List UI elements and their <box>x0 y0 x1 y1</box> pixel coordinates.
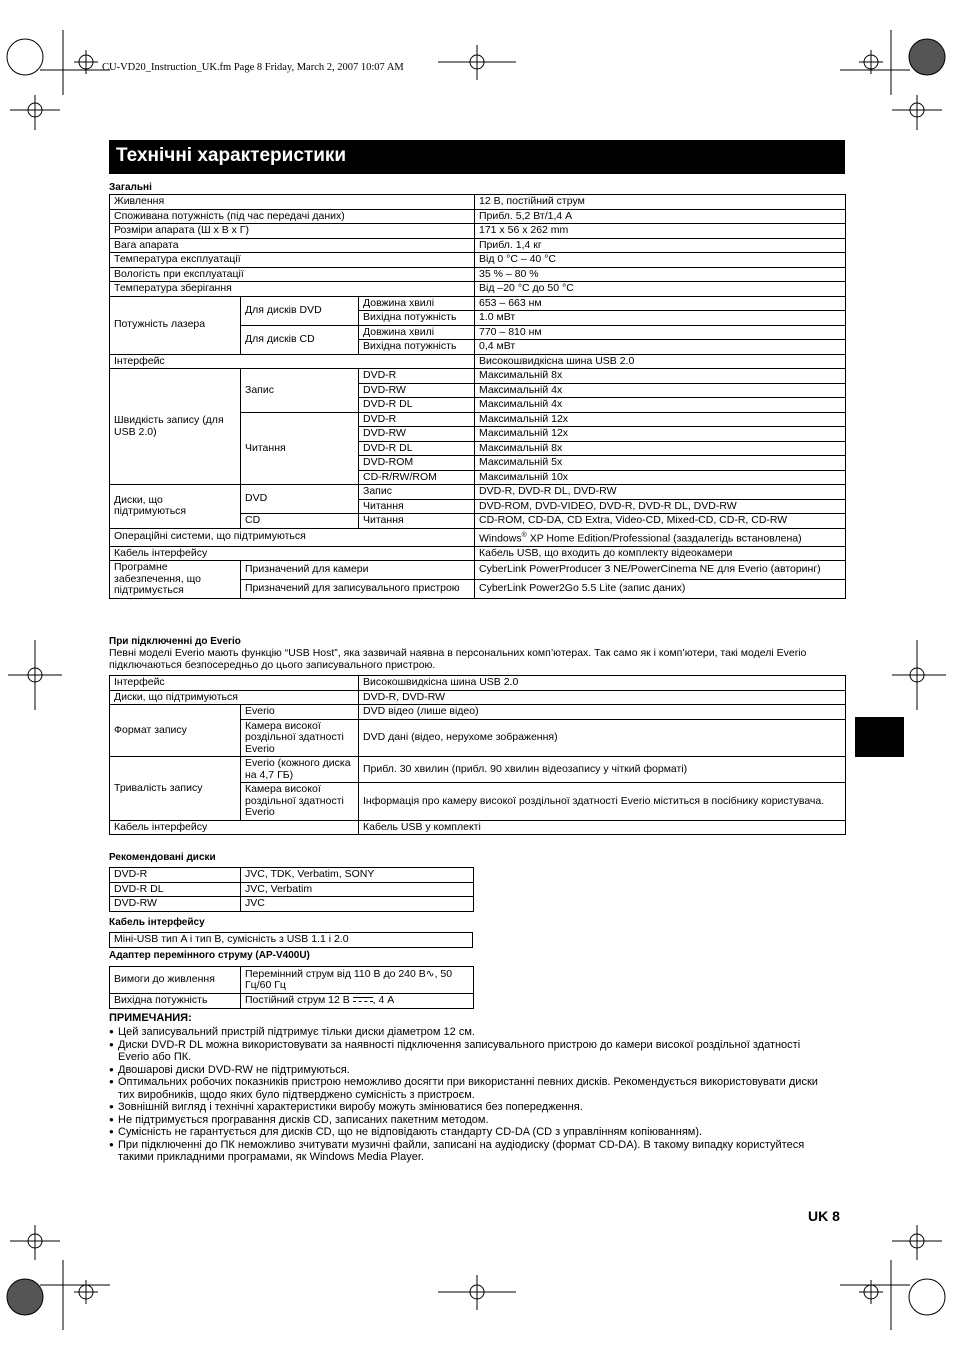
spec-value: Максимальній 8x <box>475 369 846 384</box>
list-item: ● Зовнішній вигляд і технічні характеристики виробу можуть змінюватися без попередження. <box>109 1101 829 1114</box>
spec-value: DVD відео (лише відео) <box>359 705 846 720</box>
list-item: ● Сумісність не гарантується для дисків CD, що не відповідають стандарту CD-DA (CD з управлінням копіюванням). <box>109 1126 829 1139</box>
spec-sublabel: Вихідна потужність <box>359 311 475 326</box>
spec-sublabel: Камера високої роздільної здатності Everio <box>241 783 359 821</box>
notes-list <box>109 1026 829 1164</box>
spec-value <box>241 994 474 1009</box>
table-row <box>110 209 846 224</box>
section-everio-heading: При підключенні до Everio <box>109 636 241 647</box>
spec-value: 0,4 мВт <box>475 340 846 355</box>
list-item: ● Двошарові диски DVD-RW не підтримуються. <box>109 1064 829 1077</box>
table-row <box>110 369 846 384</box>
spec-label: Диски, що підтримуються <box>110 485 241 529</box>
cable-table <box>109 932 473 948</box>
list-item: ● Диски DVD-R DL можна використовувати за наявності підключення записувального пристрою до камери високої роздільної здатності Everio або ПК. <box>109 1039 829 1064</box>
spec-sublabel: Призначений для записувального пристрою <box>241 579 475 598</box>
table-row <box>110 897 474 912</box>
table-row <box>110 528 846 546</box>
os-edition: XP Home Edition/Professional (заздалегідь встановлена) <box>526 532 802 544</box>
spec-label: Формат запису <box>110 705 241 757</box>
spec-value: Максимальній 10x <box>475 470 846 485</box>
spec-sublabel: Everio <box>241 705 359 720</box>
ac-frequency: , 50 Гц/60 Гц <box>245 967 453 991</box>
spec-value: 35 % – 80 % <box>475 267 846 282</box>
spec-value: Прибл. 1,4 кг <box>475 238 846 253</box>
spec-sublabel: Довжина хвилі <box>359 296 475 311</box>
section-adapter-heading: Адаптер перемінного струму (AP-V400U) <box>109 950 310 961</box>
spec-label: Тривалість запису <box>110 757 241 821</box>
spec-label: Операційні системи, що підтримуються <box>110 528 475 546</box>
spec-value: Максимальній 12x <box>475 427 846 442</box>
spec-label: Кабель інтерфейсу <box>110 820 359 835</box>
spec-sublabel: Для дисків CD <box>241 325 359 354</box>
disc-type: DVD-ROM <box>359 456 475 471</box>
adapter-table <box>109 966 474 1009</box>
table-row <box>110 267 846 282</box>
spec-value <box>475 528 846 546</box>
table-row <box>110 224 846 239</box>
file-header-line: CU-VD20_Instruction_UK.fm Page 8 Friday, March 2, 2007 10:07 AM <box>102 62 404 73</box>
disc-brands: JVC, TDK, Verbatim, SONY <box>241 868 474 883</box>
spec-label: Вага апарата <box>110 238 475 253</box>
table-row <box>110 933 473 948</box>
spec-value: Від 0 °C – 40 °C <box>475 253 846 268</box>
table-row <box>110 690 846 705</box>
disc-brands: JVC <box>241 897 474 912</box>
spec-sublabel: Призначений для камери <box>241 561 475 580</box>
table-row <box>110 253 846 268</box>
recommended-discs-table <box>109 867 474 912</box>
spec-sublabel: Everio (кожного диска на 4,7 ГБ) <box>241 757 359 783</box>
spec-value: 770 – 810 нм <box>475 325 846 340</box>
spec-label: Температура експлуатації <box>110 253 475 268</box>
table-row <box>110 238 846 253</box>
spec-sublabel: Для дисків DVD <box>241 296 359 325</box>
table-row <box>110 967 474 994</box>
table-row <box>110 676 846 691</box>
disc-type: DVD-RW <box>110 897 241 912</box>
spec-label: Вологість при експлуатації <box>110 267 475 282</box>
spec-sublabel: Запис <box>241 369 359 413</box>
spec-value: Інформація про камеру високої роздільної здатності Everio міститься в посібнику користувача. <box>359 783 846 821</box>
spec-value: DVD дані (відео, нерухоме зображення) <box>359 719 846 757</box>
notes-heading: ПРИМЕЧАНИЯ: <box>109 1012 192 1024</box>
disc-type: DVD-R DL <box>359 441 475 456</box>
table-row <box>110 485 846 500</box>
disc-type: DVD-RW <box>359 383 475 398</box>
spec-value: CyberLink PowerProducer 3 NE/PowerCinema NE для Everio (авторинг) <box>475 561 846 580</box>
table-row <box>110 296 846 311</box>
spec-label: Споживана потужність (під час передачі даних) <box>110 209 475 224</box>
spec-sublabel: Читання <box>241 412 359 485</box>
spec-value: 1.0 мВт <box>475 311 846 326</box>
list-item: ● Цей записувальний пристрій підтримує тільки диски діаметром 12 см. <box>109 1026 829 1039</box>
spec-sublabel: Вихідна потужність <box>359 340 475 355</box>
spec-label: Диски, що підтримуються <box>110 690 359 705</box>
list-item: ● Не підтримується програвання дисків CD, записаних пакетним методом. <box>109 1114 829 1127</box>
chapter-tab <box>855 717 904 757</box>
disc-type: DVD-R DL <box>359 398 475 413</box>
spec-value: Максимальній 8x <box>475 441 846 456</box>
spec-value: Максимальній 4x <box>475 398 846 413</box>
dc-voltage: Постійний струм 12 В <box>245 994 353 1006</box>
spec-sublabel: DVD <box>241 485 359 514</box>
disc-type: DVD-R <box>110 868 241 883</box>
table-row <box>110 820 846 835</box>
os-name: Windows <box>479 532 522 544</box>
spec-value: DVD-ROM, DVD-VIDEO, DVD-R, DVD-R DL, DVD-RW <box>475 499 846 514</box>
spec-label: Інтерфейс <box>110 676 359 691</box>
spec-label: Розміри апарата (Ш x В x Г) <box>110 224 475 239</box>
section-general-heading: Загальні <box>109 182 152 193</box>
disc-type: DVD-R <box>359 369 475 384</box>
spec-sublabel: Читання <box>359 514 475 529</box>
spec-value: Прибл. 30 хвилин (прибл. 90 хвилин відеозапису у чіткий форматі) <box>359 757 846 783</box>
table-row <box>110 868 474 883</box>
registered-mark: ® <box>521 531 527 539</box>
spec-label: Програмне забезпечення, що підтримується <box>110 561 241 599</box>
spec-value: DVD-R, DVD-R DL, DVD-RW <box>475 485 846 500</box>
spec-value: Високошвидкісна шина USB 2.0 <box>475 354 846 369</box>
table-row <box>110 882 474 897</box>
cable-value: Міні-USB тип A і тип B, сумісність з USB 1.1 і 2.0 <box>110 933 473 948</box>
page-title: Технічні характеристики <box>116 145 347 166</box>
list-item: ● Оптимальних робочих показників пристрою неможливо досягти при використанні певних дисків. Рекомендується використовувати диски тих виробників, щодо яких було підтверджено сумісність з пристроєм. <box>109 1076 829 1101</box>
spec-value: Максимальній 5x <box>475 456 846 471</box>
section-cable-heading: Кабель інтерфейсу <box>109 917 205 928</box>
list-item: ● При підключенні до ПК неможливо зчитувати музичні файли, записані на аудіодиску (формат CD-DA). В такому випадку користуйтеся такими прикладними програмами, як Windows Media Player. <box>109 1139 829 1164</box>
table-row <box>110 561 846 580</box>
table-row <box>110 546 846 561</box>
disc-type: CD-R/RW/ROM <box>359 470 475 485</box>
spec-value: DVD-R, DVD-RW <box>359 690 846 705</box>
title-bar <box>109 140 845 174</box>
spec-value: 12 В, постійний струм <box>475 195 846 210</box>
spec-value: 653 – 663 нм <box>475 296 846 311</box>
disc-type: DVD-RW <box>359 427 475 442</box>
spec-value: Високошвидкісна шина USB 2.0 <box>359 676 846 691</box>
page-number: UK 8 <box>808 1208 840 1224</box>
spec-value: Кабель USB у комплекті <box>359 820 846 835</box>
spec-value: CyberLink Power2Go 5.5 Lite (запис даних) <box>475 579 846 598</box>
spec-sublabel: CD <box>241 514 359 529</box>
spec-sublabel: Запис <box>359 485 475 500</box>
table-row <box>110 195 846 210</box>
spec-label: Температура зберігання <box>110 282 475 297</box>
spec-sublabel: Читання <box>359 499 475 514</box>
dc-symbol-icon <box>353 997 373 1004</box>
spec-value: Максимальній 4x <box>475 383 846 398</box>
spec-label: Кабель інтерфейсу <box>110 546 475 561</box>
table-row <box>110 354 846 369</box>
disc-brands: JVC, Verbatim <box>241 882 474 897</box>
table-row <box>110 994 474 1009</box>
spec-label: Вихідна потужність <box>110 994 241 1009</box>
ac-voltage: Перемінний струм від 110 В до 240 В <box>245 967 426 980</box>
everio-paragraph: Певні моделі Everio мають функцію “USB Host”, яка зазвичай наявна в персональних комп’ютерах. Так само як і комп’ютери, такі моделі Everio підключаються безпосередньо до цього записувального пристрою. <box>109 647 807 672</box>
ac-symbol-icon: ∿ <box>425 967 435 980</box>
table-row <box>110 757 846 783</box>
dc-current: , 4 А <box>372 994 395 1006</box>
everio-spec-table <box>109 675 846 835</box>
spec-label: Вимоги до живлення <box>110 967 241 994</box>
spec-label: Швидкість запису (для USB 2.0) <box>110 369 241 485</box>
disc-type: DVD-R <box>359 412 475 427</box>
spec-value: CD-ROM, CD-DA, CD Extra, Video-CD, Mixed-CD, CD-R, CD-RW <box>475 514 846 529</box>
spec-label: Живлення <box>110 195 475 210</box>
spec-label: Інтерфейс <box>110 354 475 369</box>
section-discs-heading: Рекомендовані диски <box>109 852 216 863</box>
spec-value: Максимальній 12x <box>475 412 846 427</box>
spec-sublabel: Довжина хвилі <box>359 325 475 340</box>
spec-value: 171 x 56 x 262 mm <box>475 224 846 239</box>
spec-value: Кабель USB, що входить до комплекту відеокамери <box>475 546 846 561</box>
disc-type: DVD-R DL <box>110 882 241 897</box>
general-spec-table <box>109 194 846 599</box>
table-row <box>110 705 846 720</box>
spec-value <box>241 967 474 994</box>
spec-label: Потужність лазера <box>110 296 241 354</box>
spec-value: Від –20 °C до 50 °C <box>475 282 846 297</box>
spec-value: Прибл. 5,2 Вт/1,4 А <box>475 209 846 224</box>
table-row <box>110 282 846 297</box>
spec-sublabel: Камера високої роздільної здатності Everio <box>241 719 359 757</box>
